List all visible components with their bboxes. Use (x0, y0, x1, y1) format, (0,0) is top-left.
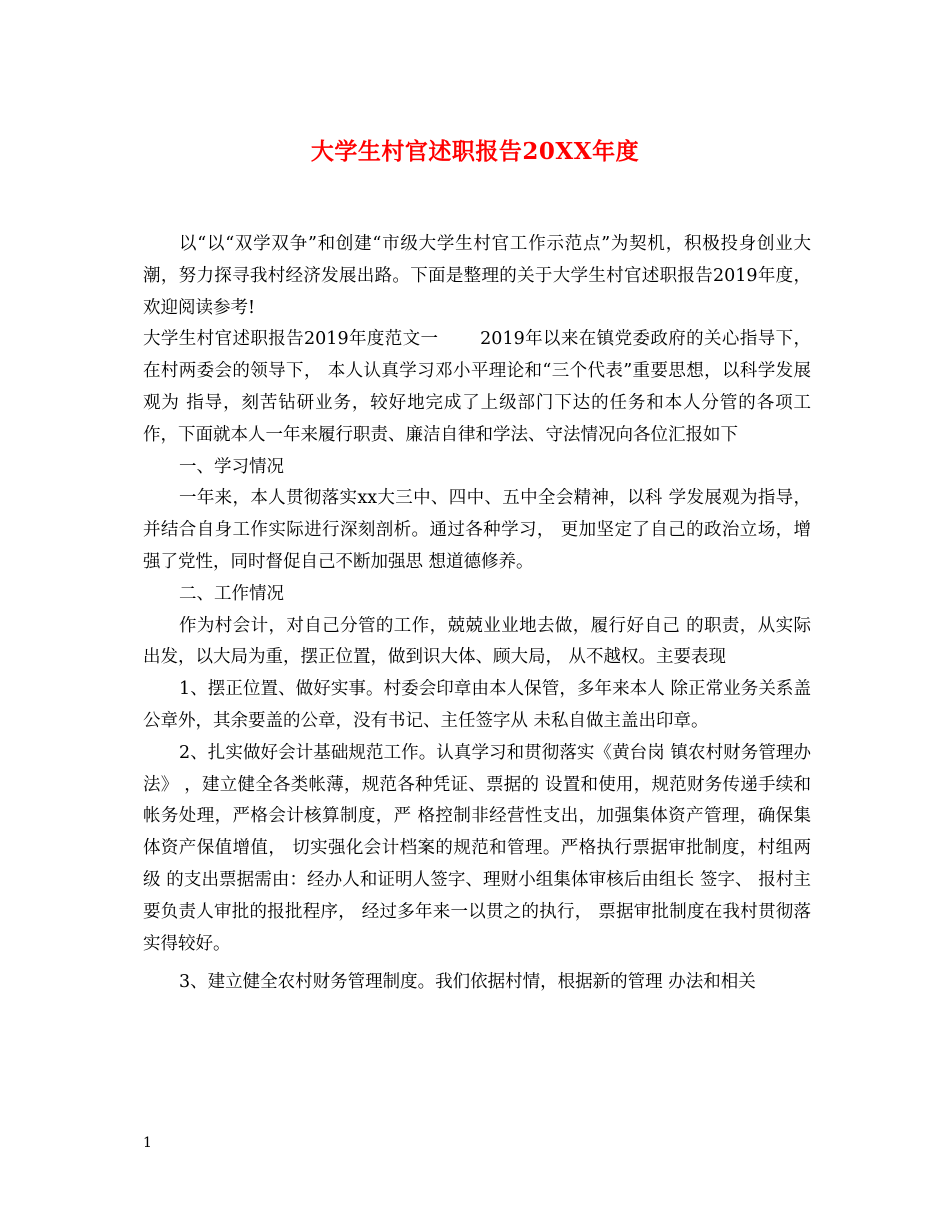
section-heading-work: 二、工作情况 (179, 583, 284, 604)
document-title: 大学生村官述职报告20XX年度 (310, 138, 640, 165)
work-item-1: 1、摆正位置、做好实事。村委会印章由本人保管，多年来本人 除正常业务关系盖公章外，其余要盖的公章，没有书记、主任签字从 未私自做主盖出印章。 (143, 679, 811, 731)
work-item-3: 3、建立健全农村财务管理制度。我们依据村情，根据新的管理 办法和相关 (179, 972, 756, 993)
section-heading-study: 一、学习情况 (179, 456, 284, 477)
intro-paragraph: 以“以“双学双争”和创建“市级大学生村官工作示范点”为契机，积极投身创业大潮，努力探寻我村经济发展出路。下面是整理的关于大学生村官述职报告2019年度，欢迎阅读参考! (143, 234, 811, 318)
document-body (143, 229, 811, 999)
report-opening-paragraph: 大学生村官述职报告2019年度范文一 2019年以来在镇党委政府的关心指导下，在村两委会的领导下， 本人认真学习邓小平理论和“三个代表”重要思想，以科学发展观为 指导，刻苦钻研业务，较好地完成了上级部门下达的任务和本人分管的各项工作，下面就本人一年来履行职责、廉洁自律和学法、守法情况向各位汇报如下 (143, 329, 811, 445)
work-paragraph: 作为村会计，对自己分管的工作，兢兢业业地去做，履行好自己 的职责，从实际出发，以大局为重，摆正位置，做到识大体、顾大局， 从不越权。主要表现 (143, 615, 811, 668)
page-number: 1 (143, 1135, 152, 1151)
work-item-2: 2、扎实做好会计基础规范工作。认真学习和贯彻落实《黄台岗 镇农村财务管理办法》 ，建立健全各类帐薄，规范各种凭证、票据的 设置和使用，规范财务传递手续和帐务处理，严格会计核算制度，严 格控制非经营性支出，加强集体资产管理，确保集体资产保值增值， 切实强化会计档案的规范和管理。严格执行票据审批制度，村组两级 的支出票据需由：经办人和证明人签字、理财小组集体审核后由组长 签字、 报村主要负责人审批的报批程序， 经过多年来一以贯之的执行， 票据审批制度在我村贯彻落实得较好。 (143, 742, 811, 954)
study-paragraph: 一年来，本人贯彻落实xx大三中、四中、五中全会精神，以科 学发展观为指导， 并结合自身工作实际进行深刻剖析。通过各种学习， 更加坚定了自己的政治立场，增强了党性，同时督促自己不断加强思 想道德修养。 (143, 488, 811, 572)
